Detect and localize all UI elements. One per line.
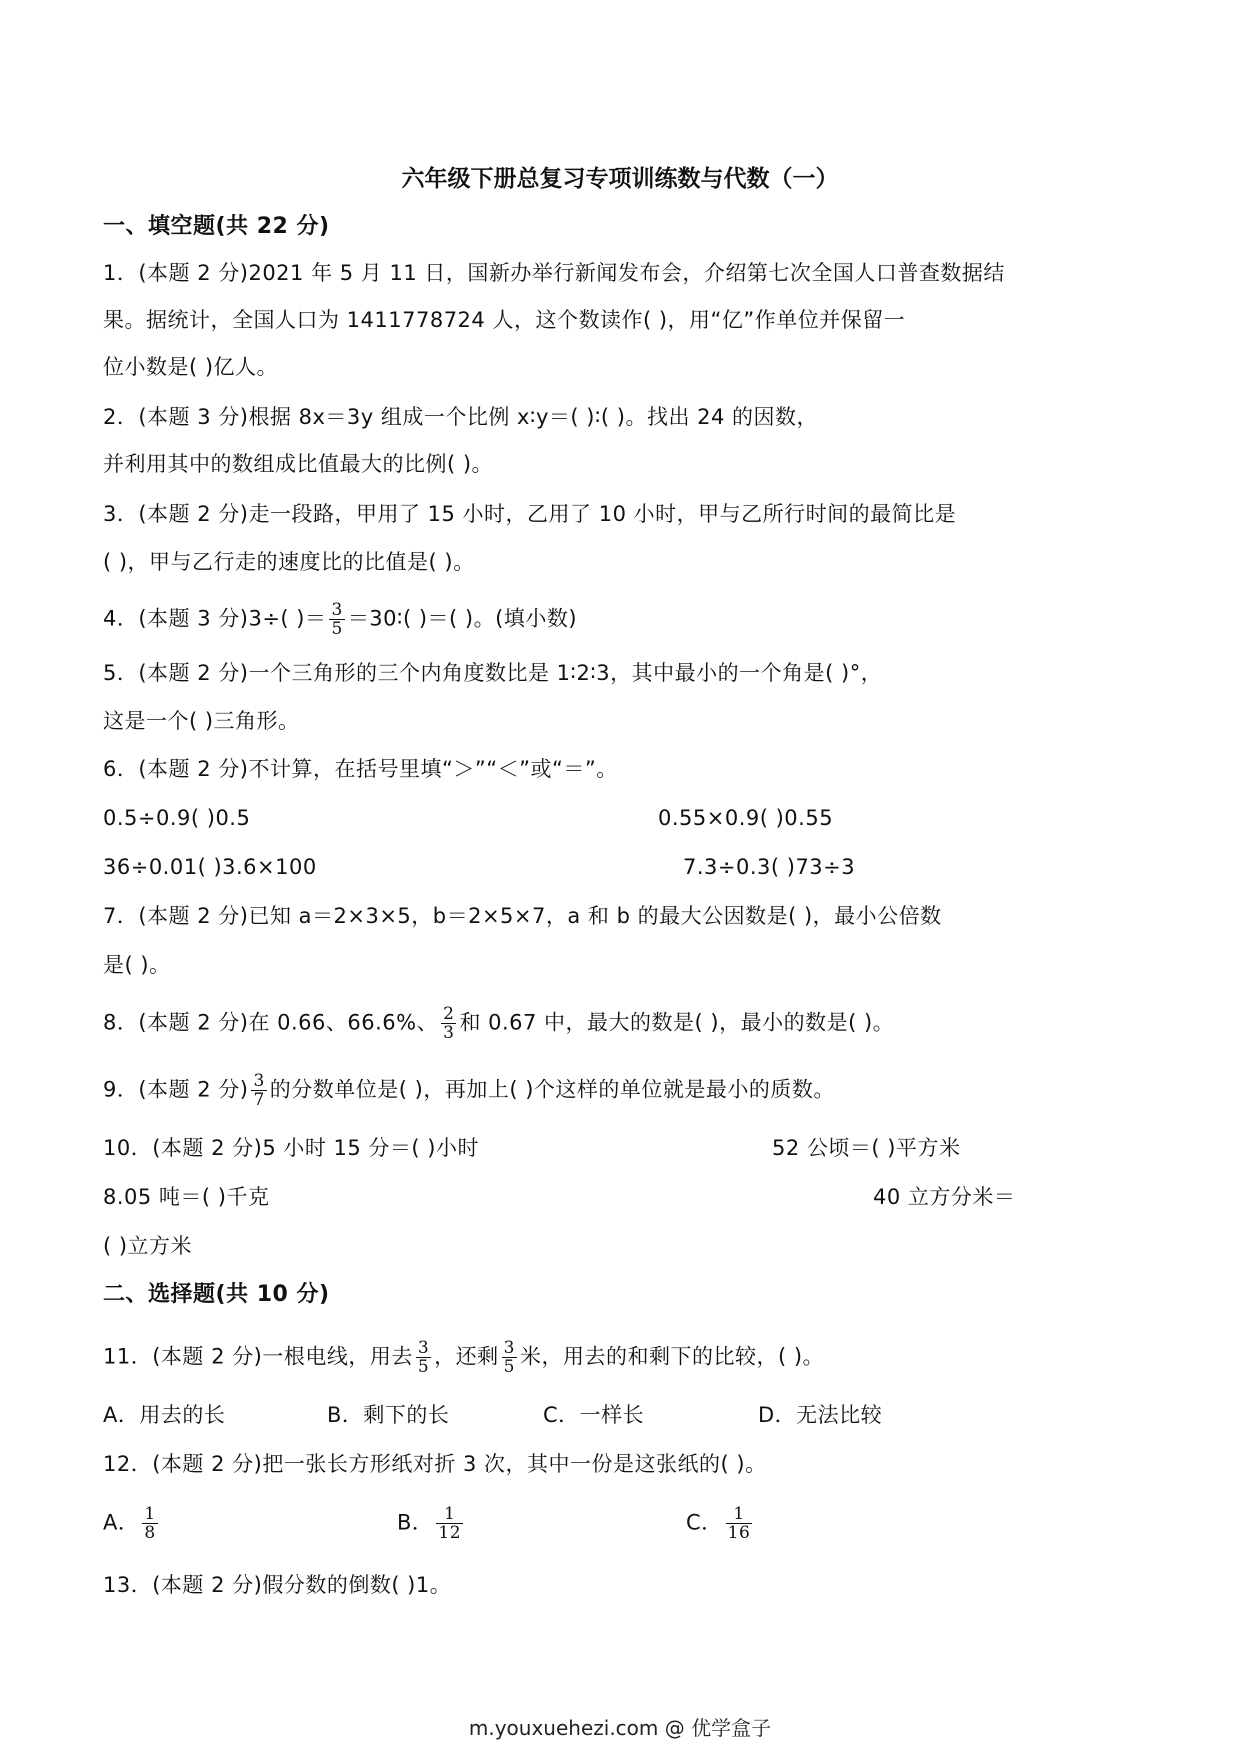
q9-fraction-den: 7 — [253, 1090, 265, 1110]
q12-option-b — [397, 1505, 466, 1542]
q8-line — [103, 1005, 894, 1042]
q2-line1: 2．(本题 3 分)根据 8x＝3y 组成一个比例 x∶y＝( )∶( )。找出 24 的因数， — [103, 405, 819, 429]
q4-line — [103, 601, 577, 638]
q12-option-c-num: 1 — [733, 1504, 745, 1524]
q11-fraction-1 — [416, 1339, 431, 1376]
q8-text-a: 8．(本题 2 分)在 0.66、66.6%、 — [103, 1010, 439, 1035]
q10-item-b: 52 公顷＝( )平方米 — [772, 1136, 961, 1160]
q11-fraction-2-num: 3 — [503, 1338, 515, 1358]
q1-line1: 1．(本题 2 分)2021 年 5 月 11 日，国新办举行新闻发布会，介绍第七次全国人口普查数据结 — [103, 261, 1005, 285]
q8-fraction-num: 2 — [443, 1004, 455, 1024]
q11-option-a: A．用去的长 — [103, 1403, 226, 1427]
q12-option-b-num: 1 — [444, 1504, 456, 1524]
q12-option-c-den: 16 — [727, 1523, 751, 1543]
q1-line2: 果。据统计，全国人口为 1411778724 人，这个数读作( )，用“亿”作单位并保留一 — [103, 308, 906, 332]
q8-text-b: 和 0.67 中，最大的数是( )，最小的数是( )。 — [459, 1010, 895, 1035]
q9-text-b: 的分数单位是( )，再加上( )个这样的单位就是最小的质数。 — [269, 1077, 835, 1102]
q9-text-a: 9．(本题 2 分) — [103, 1077, 249, 1102]
q4-text-a: 4．(本题 3 分)3÷( )＝ — [103, 606, 327, 631]
q11-text-c: 米，用去的和剩下的比较，( )。 — [519, 1344, 825, 1369]
q5-line2: 这是一个( )三角形。 — [103, 709, 300, 733]
q9-line — [103, 1072, 835, 1109]
q3-line1: 3．(本题 2 分)走一段路，甲用了 15 小时，乙用了 10 小时，甲与乙所行时间的最简比是 — [103, 502, 957, 526]
q4-fraction-num: 3 — [331, 600, 343, 620]
q6-line1: 6．(本题 2 分)不计算，在括号里填“＞”“＜”或“＝”。 — [103, 757, 618, 781]
q2-line2: 并利用其中的数组成比值最大的比例( )。 — [103, 452, 494, 476]
q12-option-b-label: B． — [397, 1510, 434, 1535]
footer-watermark: m.youxuehezi.com @ 优学盒子 — [468, 1716, 772, 1740]
q7-line2: 是( )。 — [103, 953, 171, 977]
q11-option-d: D．无法比较 — [758, 1403, 883, 1427]
q12-option-b-fraction — [436, 1505, 463, 1542]
section-fill-heading: 一、填空题(共 22 分) — [103, 214, 330, 239]
q12-option-a — [103, 1505, 161, 1542]
q12-option-b-den: 12 — [438, 1523, 462, 1543]
q12-option-c-label: C． — [686, 1510, 723, 1535]
q11-text-b: ，还剩 — [434, 1344, 499, 1369]
q4-fraction-den: 5 — [331, 619, 343, 639]
q9-fraction-num: 3 — [253, 1071, 265, 1091]
q10-item-d: 40 立方分米＝ — [873, 1185, 1016, 1209]
q4-text-b: ＝30∶( )＝( )。(填小数) — [347, 606, 578, 631]
q3-line2: ( )，甲与乙行走的速度比的比值是( )。 — [103, 550, 475, 574]
q4-fraction — [329, 601, 344, 638]
q10-item-c: 8.05 吨＝( )千克 — [103, 1185, 270, 1209]
q7-line1: 7．(本题 2 分)已知 a＝2×3×5，b＝2×5×7，a 和 b 的最大公因数是( )，最小公倍数 — [103, 904, 942, 928]
section-choice-heading: 二、选择题(共 10 分) — [103, 1282, 330, 1307]
q12-option-c-fraction — [726, 1505, 753, 1542]
q12-option-a-num: 1 — [144, 1504, 156, 1524]
q11-fraction-2-den: 5 — [503, 1357, 515, 1377]
q11-fraction-1-num: 3 — [417, 1338, 430, 1358]
q13-line1: 13．(本题 2 分)假分数的倒数( )1。 — [103, 1573, 452, 1597]
page-title: 六年级下册总复习专项训练数与代数（一） — [401, 166, 839, 192]
q11-fraction-1-den: 5 — [417, 1357, 430, 1377]
q6-item-d: 7.3÷0.3( )73÷3 — [683, 855, 856, 879]
q11-option-c: C．一样长 — [543, 1403, 645, 1427]
q11-fraction-2 — [502, 1339, 517, 1376]
q11-option-b: B．剩下的长 — [327, 1403, 450, 1427]
q8-fraction — [441, 1005, 456, 1042]
q11-text-a: 11．(本题 2 分)一根电线，用去 — [103, 1344, 413, 1369]
q6-item-b: 0.55×0.9( )0.55 — [658, 806, 834, 830]
q10-item-a: 10．(本题 2 分)5 小时 15 分＝( )小时 — [103, 1136, 479, 1160]
q9-fraction — [251, 1072, 266, 1109]
q12-option-a-den: 8 — [144, 1523, 156, 1543]
q12-option-c — [686, 1505, 755, 1542]
q8-fraction-den: 3 — [443, 1023, 455, 1043]
q5-line1: 5．(本题 2 分)一个三角形的三个内角度数比是 1∶2∶3，其中最小的一个角是( )°， — [103, 661, 883, 685]
q6-item-a: 0.5÷0.9( )0.5 — [103, 806, 251, 830]
q11-line — [103, 1339, 824, 1376]
q12-line1: 12．(本题 2 分)把一张长方形纸对折 3 次，其中一份是这张纸的( )。 — [103, 1452, 767, 1476]
q1-line3: 位小数是( )亿人。 — [103, 355, 279, 379]
q6-item-c: 36÷0.01( )3.6×100 — [103, 855, 317, 879]
q12-option-a-fraction — [142, 1505, 157, 1542]
q12-option-a-label: A． — [103, 1510, 140, 1535]
q10-item-e: ( )立方米 — [103, 1234, 193, 1258]
